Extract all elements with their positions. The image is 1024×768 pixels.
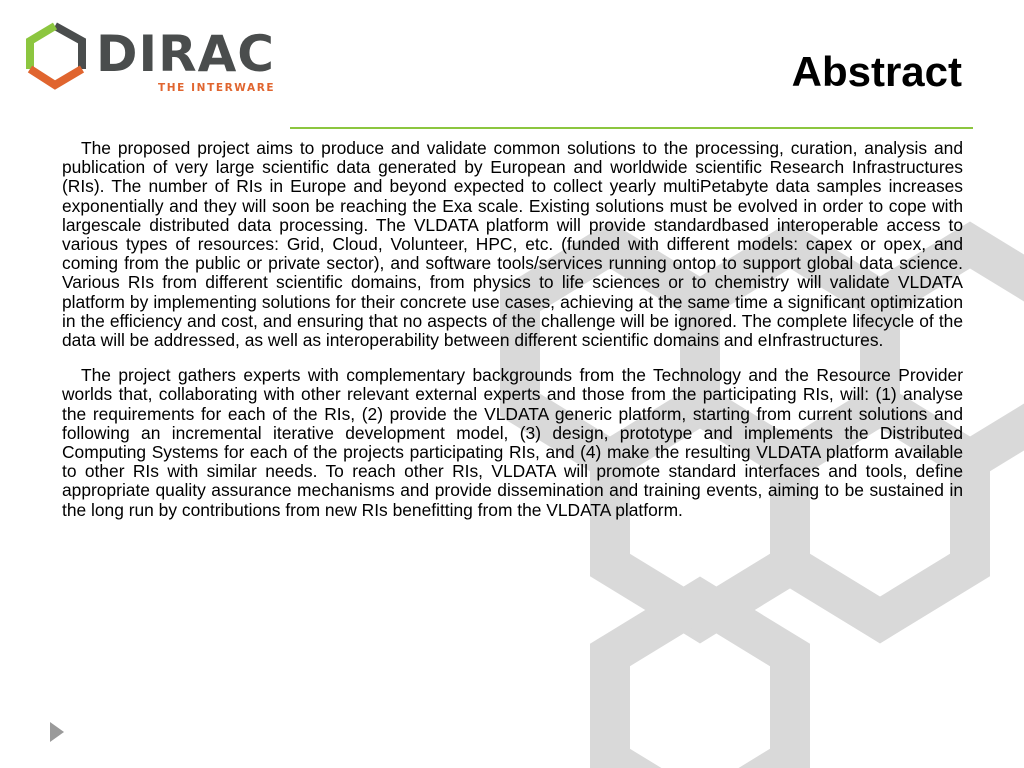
dirac-hexagon-logo-icon	[22, 20, 92, 92]
abstract-paragraph-1: The proposed project aims to produce and validate common solutions to the processing, curation, analysis and publication of very large scientific data generated by European and worldwide scientific Research Infrastructures (RIs). The number of RIs in Europe and beyond expected to collect yearly multiPetabyte data samples increases exponentially and they will soon be reaching the Exa scale. Existing solutions must be evolved in order to cope with largescale distributed data processing. The VLDATA platform will provide standardbased interoperable access to various types of resources: Grid, Cloud, Volunteer, HPC, etc. (funded with different models: capex or opex, and coming from the public or private sector), and software tools/services running ontop to support global data science. Various RIs from different scientific domains, from physics to life sciences or to chemistry will validate VLDATA platform by implementing solutions for their concrete use cases, achieving at the same time a significant optimization in the efficiency and cost, and ensuring that no aspects of the challenge will be ignored. The complete lifecycle of the data will be addressed, as well as interoperability between different scientific domains and eInfrastructures.	[62, 138, 963, 351]
title-divider	[290, 127, 973, 129]
abstract-paragraph-2: The project gathers experts with complementary backgrounds from the Technology and the Resource Provider worlds that, collaborating with other relevant external experts and those from the participating RIs, will: (1) analyse the requirements for each of the RIs, (2) provide the VLDATA generic platform, starting from current solutions and following an incremental iterative development model, (3) design, prototype and implements the Distributed Computing Systems for each of the projects participating RIs, and (4) make the resulting VLDATA platform available to other RIs with similar needs. To reach other RIs, VLDATA will promote standard interfaces and tools, define appropriate quality assurance mechanisms and provide dissemination and training events, aiming to be sustained in the long run by contributions from new RIs benefitting from the VLDATA platform.	[62, 365, 963, 520]
play-triangle-icon[interactable]	[49, 721, 65, 743]
logo-wordmark: DIRAC	[96, 25, 275, 83]
logo-tagline: THE INTERWARE	[158, 82, 276, 94]
abstract-body	[62, 139, 963, 536]
dirac-logo	[22, 18, 282, 98]
slide-title: Abstract	[791, 48, 962, 95]
